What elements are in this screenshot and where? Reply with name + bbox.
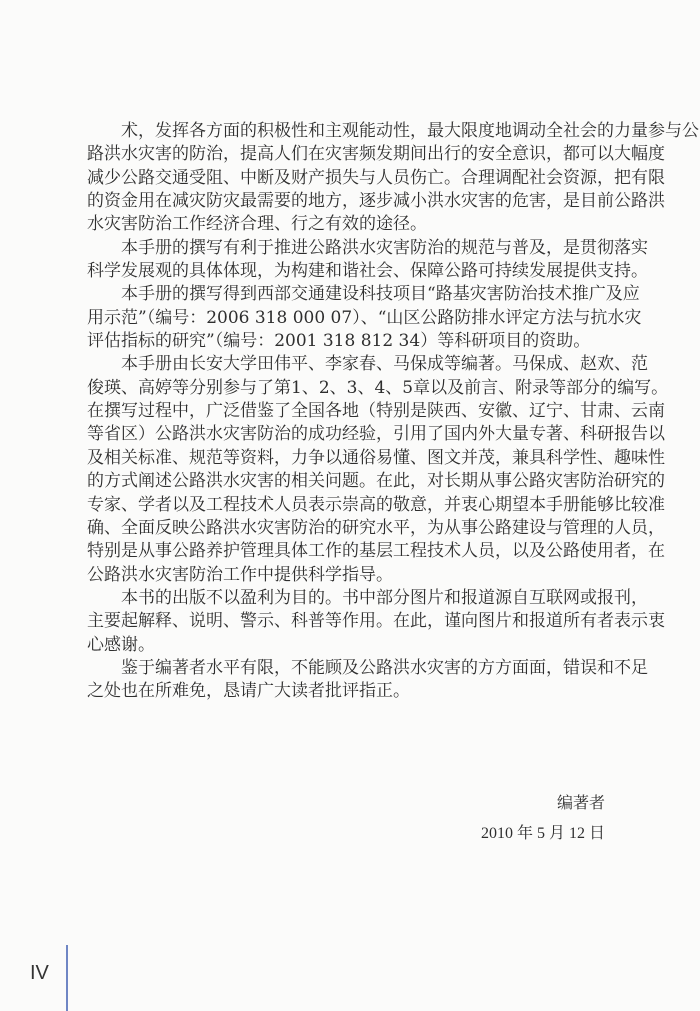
signature-date: 2010 年 5 月 12 日 — [480, 825, 605, 842]
paragraph — [87, 237, 648, 284]
text-line: 之处也在所难免，恳请广大读者批评指正。 — [87, 681, 410, 702]
text-line: 本手册由长安大学田伟平、李家春、马保成等编著。马保成、赵欢、范 — [121, 354, 648, 375]
paragraph — [87, 353, 669, 586]
text-line: 用示范”（编号：2006 318 000 07）、“山区公路防排水评定方法与抗水灾 — [87, 307, 642, 328]
text-line: 的方式阐述公路洪水灾害的相关问题。在此，对长期从事公路灾害防治研究的 — [87, 471, 665, 492]
text-line: 评估指标的研究”（编号：2001 318 812 34）等科研项目的资助。 — [87, 331, 591, 352]
text-line: 术，发挥各方面的积极性和主观能动性，最大限度地调动全社会的力量参与公 — [121, 121, 699, 141]
text-line: 主要起解释、说明、警示、科普等作用。在此，谨向图片和报道所有者表示衷 — [87, 611, 665, 632]
text-line: 的资金用在减灾防灾最需要的地方，逐步减小洪水灾害的危害，是目前公路洪 — [87, 191, 665, 212]
text-line: 心感谢。 — [87, 634, 155, 655]
page-number: IV — [30, 962, 49, 984]
text-line: 公路洪水灾害防治工作中提供科学指导。 — [87, 564, 393, 585]
paragraph — [87, 657, 648, 704]
text-line: 本手册的撰写得到西部交通建设科技项目“路基灾害防治技术推广及应 — [121, 284, 640, 305]
text-line: 及相关标准、规范等资料，力争以通俗易懂、图文并茂，兼具科学性、趣味性 — [87, 447, 665, 468]
paragraph — [87, 120, 699, 237]
paragraph — [87, 587, 665, 657]
text-line: 本手册的撰写有利于推进公路洪水灾害防治的规范与普及，是贯彻落实 — [121, 237, 648, 258]
preface-body — [87, 120, 699, 704]
margin-rule — [66, 945, 68, 1011]
text-line: 路洪水灾害的防治，提高人们在灾害频发期间出行的安全意识，都可以大幅度 — [87, 144, 665, 165]
text-line: 专家、学者以及工程技术人员表示崇高的敬意，并衷心期望本手册能够比较准 — [87, 494, 665, 515]
text-line: 水灾害防治工作经济合理、行之有效的途径。 — [87, 214, 427, 235]
text-line: 等省区）公路洪水灾害防治的成功经验，引用了国内外大量专著、科研报告以 — [87, 424, 665, 445]
text-line: 在撰写过程中，广泛借鉴了全国各地（特别是陕西、安徽、辽宁、甘肃、云南 — [87, 401, 665, 422]
text-line: 确、全面反映公路洪水灾害防治的研究水平，为从事公路建设与管理的人员， — [87, 517, 665, 538]
text-line: 俊瑛、高婷等分别参与了第1、2、3、4、5章以及前言、附录等部分的编写。 — [87, 377, 669, 398]
text-line: 减少公路交通受阻、中断及财产损失与人员伤亡。合理调配社会资源，把有限 — [87, 167, 665, 188]
text-line: 科学发展观的具体体现，为构建和谐社会、保障公路可持续发展提供支持。 — [87, 261, 648, 282]
text-line: 本书的出版不以盈利为目的。书中部分图片和报道源自互联网或报刊， — [121, 587, 648, 608]
paragraph — [87, 283, 642, 353]
author-signature: 编著者 — [556, 795, 605, 812]
text-line: 特别是从事公路养护管理具体工作的基层工程技术人员，以及公路使用者，在 — [87, 541, 665, 562]
text-line: 鉴于编著者水平有限，不能顾及公路洪水灾害的方方面面，错误和不足 — [121, 657, 648, 678]
